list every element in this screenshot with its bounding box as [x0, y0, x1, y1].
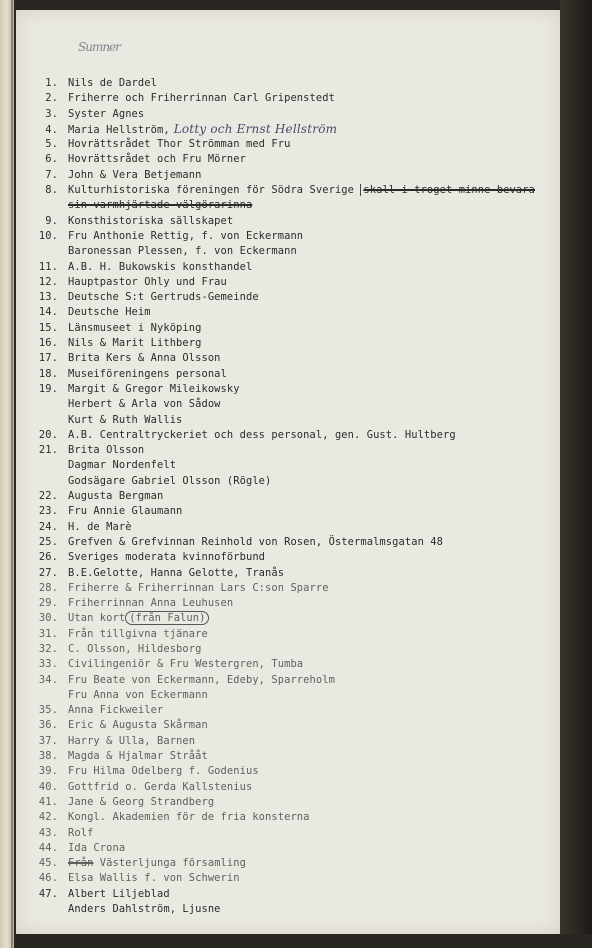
entry-continuation: Fru Anna von Eckermann — [68, 688, 208, 701]
list-entry — [26, 826, 566, 841]
list-entry — [26, 443, 566, 489]
entry-line — [26, 550, 566, 565]
list-entry — [26, 581, 566, 596]
entry-line — [26, 764, 566, 779]
entry-line — [26, 305, 566, 320]
entry-line — [26, 887, 566, 902]
entry-number: 28. — [38, 581, 58, 594]
list-entry — [26, 566, 566, 581]
entry-number: 39. — [38, 765, 58, 778]
entry-number: 41. — [38, 795, 58, 808]
entry-text: Augusta Bergman — [68, 490, 164, 503]
entry-number: 7. — [45, 168, 58, 181]
list-entry — [26, 152, 566, 167]
entry-number: 25. — [38, 535, 58, 548]
entry-number: 37. — [38, 734, 58, 747]
list-entry — [26, 657, 566, 672]
entry-number: 26. — [38, 551, 58, 564]
entry-text: Kulturhistoriska föreningen för Södra Sverige — [68, 184, 355, 197]
document-page — [16, 10, 560, 934]
entry-number: 18. — [38, 367, 58, 380]
list-entry — [26, 673, 566, 704]
circled-note: (från Falun) — [125, 611, 209, 625]
entry-continuation: Baronessan Plessen, f. von Eckermann — [68, 245, 297, 258]
entry-number: 42. — [38, 811, 58, 824]
entry-line — [26, 826, 566, 841]
entry-line — [26, 703, 566, 718]
list-entry — [26, 275, 566, 290]
entry-text: A.B. Centraltryckeriet och dess personal, gen. Gust. Hultberg — [68, 428, 456, 441]
entry-line — [26, 214, 566, 229]
list-entry — [26, 290, 566, 305]
entry-number: 4. — [45, 123, 58, 136]
entry-text: Grefven & Grefvinnan Reinhold von Rosen, Östermalmsgatan 48 — [68, 535, 443, 548]
entry-line — [26, 489, 566, 504]
entry-number: 13. — [38, 291, 58, 304]
list-entry — [26, 535, 566, 550]
entry-text: Rolf — [68, 826, 94, 839]
entry-text: B.E.Gelotte, Hanna Gelotte, Tranås — [68, 566, 285, 579]
entry-line — [26, 107, 566, 122]
entry-line — [26, 91, 566, 106]
list-entry — [26, 91, 566, 106]
list-entry — [26, 367, 566, 382]
entry-line — [26, 657, 566, 672]
entry-continuation — [26, 198, 566, 213]
list-entry — [26, 305, 566, 320]
entry-text: Gottfrid o. Gerda Kallstenius — [68, 780, 253, 793]
entry-line — [26, 841, 566, 856]
list-entry — [26, 627, 566, 642]
entry-continuation: Dagmar Nordenfelt — [68, 459, 177, 472]
entry-text: Fru Annie Glaumann — [68, 505, 183, 518]
entry-line — [26, 76, 566, 91]
list-entry — [26, 504, 566, 519]
entry-text: Ida Crona — [68, 841, 126, 854]
entry-line — [26, 275, 566, 290]
list-entry — [26, 810, 566, 825]
bottom-edge — [14, 934, 592, 948]
list-entry — [26, 168, 566, 183]
entry-text: Friherre och Friherrinnan Carl Gripenstedt — [68, 92, 335, 105]
entry-number: 34. — [38, 673, 58, 686]
entry-number: 16. — [38, 337, 58, 350]
entry-text: Utan kort — [68, 612, 126, 625]
entry-number: 24. — [38, 520, 58, 533]
entry-text: Maria Hellström, — [68, 123, 170, 136]
handwritten-annotation: Lotty och Ernst Hellström — [169, 121, 338, 136]
entry-line — [26, 367, 566, 382]
list-entry — [26, 703, 566, 718]
entry-text: Friherre & Friherrinnan Lars C:son Sparre — [68, 581, 329, 594]
entry-text: Elsa Wallis f. von Schwerin — [68, 872, 240, 885]
entry-line — [26, 229, 566, 244]
entry-text: Brita Kers & Anna Olsson — [68, 352, 221, 365]
entry-text: Fru Hilma Odelberg f. Godenius — [68, 765, 259, 778]
entry-number: 36. — [38, 719, 58, 732]
entry-continuation: Herbert & Arla von Sådow — [68, 398, 221, 411]
list-entry — [26, 214, 566, 229]
list-entry — [26, 841, 566, 856]
entry-text: Museiföreningens personal — [68, 367, 227, 380]
entry-text: Fru Anthonie Rettig, f. von Eckermann — [68, 229, 304, 242]
entry-number: 33. — [38, 658, 58, 671]
entry-text: Hovrättsrådet Thor Strömman med Fru — [68, 138, 291, 151]
entry-number: 23. — [38, 505, 58, 518]
entry-text: Syster Agnes — [68, 107, 145, 120]
entry-line — [26, 780, 566, 795]
entry-continuation: Anders Dahlström, Ljusne — [68, 903, 221, 916]
list-entry — [26, 887, 566, 918]
list-entry — [26, 871, 566, 886]
list-entry — [26, 229, 566, 260]
entry-line — [26, 611, 566, 626]
entry-number: 43. — [38, 826, 58, 839]
entry-text: Margit & Gregor Mileikowsky — [68, 382, 240, 395]
entry-number: 15. — [38, 321, 58, 334]
entry-line — [26, 749, 566, 764]
entry-text: Magda & Hjalmar Strååt — [68, 750, 208, 763]
entry-number: 30. — [38, 612, 58, 625]
entry-number: 8. — [45, 184, 58, 197]
list-entry — [26, 107, 566, 122]
entry-number: 2. — [45, 92, 58, 105]
entry-number: 44. — [38, 841, 58, 854]
list-entry — [26, 137, 566, 152]
entry-number: 14. — [38, 306, 58, 319]
entry-number: 17. — [38, 352, 58, 365]
entry-line — [26, 734, 566, 749]
entry-line — [26, 795, 566, 810]
list-entry — [26, 764, 566, 779]
entry-number: 11. — [38, 260, 58, 273]
entry-number: 46. — [38, 872, 58, 885]
entry-number: 10. — [38, 229, 58, 242]
entry-text: Länsmuseet i Nyköping — [68, 321, 202, 334]
struck-text-continuation: sin varmhjärtade välgörarinna — [68, 199, 253, 212]
entry-text: Västerljunga församling — [93, 857, 246, 870]
entry-text: Nils & Marit Lithberg — [68, 337, 202, 350]
entry-line — [26, 535, 566, 550]
entry-text: Kongl. Akademien för de fria konsterna — [68, 811, 310, 824]
entry-line — [26, 642, 566, 657]
entry-text: Albert Liljeblad — [68, 887, 170, 900]
entry-text: Nils de Dardel — [68, 77, 157, 89]
entry-text: Hovrättsrådet och Fru Mörner — [68, 153, 246, 166]
entry-line — [26, 810, 566, 825]
entry-text: John & Vera Betjemann — [68, 168, 202, 181]
entry-text: Anna Fickweiler — [68, 704, 164, 717]
list-entry — [26, 596, 566, 611]
entry-number: 5. — [45, 138, 58, 151]
entry-continuation: Godsägare Gabriel Olsson (Rögle) — [68, 474, 272, 487]
list-entry — [26, 336, 566, 351]
entry-number: 3. — [45, 107, 58, 120]
entry-text: Friherrinnan Anna Leuhusen — [68, 597, 234, 610]
entry-text: H. de Marè — [68, 520, 132, 533]
list-entry — [26, 749, 566, 764]
entry-line — [26, 152, 566, 167]
entry-line — [26, 137, 566, 152]
entry-text: Civilingeniör & Fru Westergren, Tumba — [68, 658, 304, 671]
entry-line — [26, 321, 566, 336]
struck-word: Från — [68, 857, 94, 870]
entry-number: 47. — [38, 887, 58, 900]
entry-line — [26, 260, 566, 275]
entry-line — [26, 871, 566, 886]
entry-text: Deutsche Heim — [68, 306, 151, 319]
list-entry — [26, 428, 566, 443]
entry-number: 1. — [45, 77, 58, 89]
list-entry — [26, 122, 566, 137]
entry-text: Hauptpastor Ohly und Frau — [68, 275, 227, 288]
list-entry — [26, 183, 566, 214]
list-entry — [26, 260, 566, 275]
entry-text: Sveriges moderata kvinnoförbund — [68, 551, 266, 564]
entry-number: 40. — [38, 780, 58, 793]
entry-continuation: Kurt & Ruth Wallis — [68, 413, 183, 426]
entry-number: 32. — [38, 642, 58, 655]
entry-line — [26, 168, 566, 183]
entry-line — [26, 290, 566, 305]
entry-line — [26, 382, 566, 397]
entry-line — [26, 504, 566, 519]
entry-number: 12. — [38, 275, 58, 288]
list-entry — [26, 611, 566, 626]
entry-number: 6. — [45, 153, 58, 166]
entry-line — [26, 627, 566, 642]
entry-number: 45. — [38, 857, 58, 870]
entry-text: A.B. H. Bukowskis konsthandel — [68, 260, 253, 273]
entry-line — [26, 183, 566, 198]
entry-line — [26, 673, 566, 688]
entry-line — [26, 428, 566, 443]
list-entry — [26, 550, 566, 565]
entry-line — [26, 336, 566, 351]
entry-line — [26, 351, 566, 366]
entry-text: C. Olsson, Hildesborg — [68, 642, 202, 655]
list-entry — [26, 642, 566, 657]
entry-number: 38. — [38, 750, 58, 763]
entry-text: Harry & Ulla, Barnen — [68, 734, 196, 747]
entry-line — [26, 856, 566, 871]
entry-text: Från tillgivna tjänare — [68, 627, 208, 640]
list-entry — [26, 351, 566, 366]
list-entry — [26, 718, 566, 733]
entry-number: 21. — [38, 444, 58, 457]
entry-line — [26, 566, 566, 581]
list-entry — [26, 795, 566, 810]
entry-number: 20. — [38, 428, 58, 441]
header-scribble: Sumner — [78, 40, 120, 54]
list-entry — [26, 734, 566, 749]
entry-line — [26, 596, 566, 611]
list-entry — [26, 489, 566, 504]
list-entry — [26, 780, 566, 795]
list-entry — [26, 76, 566, 91]
entry-line — [26, 718, 566, 733]
entry-text: Brita Olsson — [68, 444, 145, 457]
entry-line — [26, 122, 566, 137]
entry-number: 29. — [38, 597, 58, 610]
entry-number: 19. — [38, 382, 58, 395]
entry-number: 27. — [38, 566, 58, 579]
entry-number: 35. — [38, 704, 58, 717]
entry-text: Deutsche S:t Gertruds-Gemeinde — [68, 291, 259, 304]
entry-number: 22. — [38, 490, 58, 503]
list-entry — [26, 382, 566, 428]
list-entry — [26, 856, 566, 871]
entry-line — [26, 520, 566, 535]
list-entry — [26, 321, 566, 336]
donor-list — [26, 76, 566, 917]
entry-text: Fru Beate von Eckermann, Edeby, Sparreholm — [68, 673, 335, 686]
struck-text: skall i troget minne bevara — [360, 184, 535, 196]
entry-number: 9. — [45, 214, 58, 227]
list-entry — [26, 520, 566, 535]
entry-text: Eric & Augusta Skårman — [68, 719, 208, 732]
entry-line — [26, 443, 566, 458]
entry-text: Jane & Georg Strandberg — [68, 795, 215, 808]
binder-line — [11, 0, 13, 948]
entry-line — [26, 581, 566, 596]
entry-number: 31. — [38, 627, 58, 640]
entry-text: Konsthistoriska sällskapet — [68, 214, 234, 227]
